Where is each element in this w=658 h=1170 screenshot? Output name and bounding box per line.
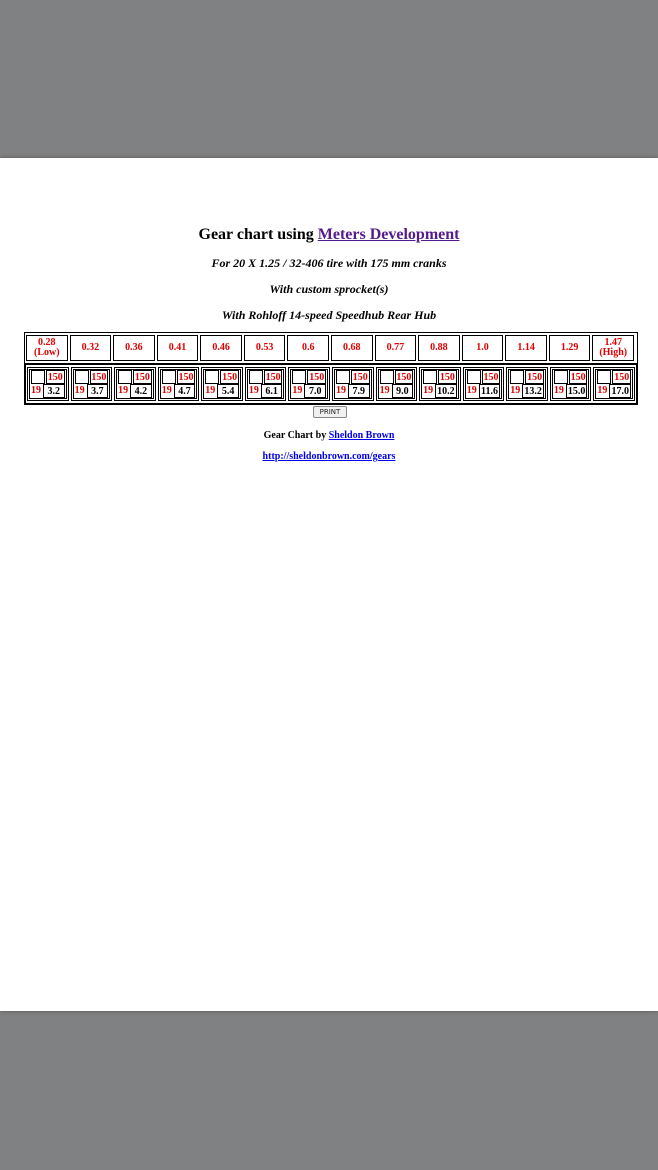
chainring-teeth: 150 bbox=[570, 372, 586, 383]
gears-url-link[interactable]: http://sheldonbrown.com/gears bbox=[262, 451, 396, 462]
gear-cell bbox=[71, 367, 113, 401]
ratio-value: 0.28 bbox=[38, 337, 56, 348]
ratio-header-cell bbox=[375, 335, 417, 361]
meters-value: 5.4 bbox=[217, 384, 239, 398]
ratio-value: 0.77 bbox=[386, 342, 405, 353]
hub-subtitle: With Rohloff 14-speed Speedhub Rear Hub bbox=[221, 308, 437, 322]
gear-cell bbox=[27, 367, 69, 401]
sprocket-teeth: 19 bbox=[205, 385, 216, 396]
chainring-teeth: 150 bbox=[483, 372, 499, 383]
sprocket-teeth: 19 bbox=[553, 385, 564, 396]
chainring-teeth: 150 bbox=[91, 372, 107, 383]
blank-box bbox=[162, 370, 176, 384]
gear-cell bbox=[114, 367, 156, 401]
sprocket-teeth: 19 bbox=[74, 385, 85, 396]
chainring-teeth: 150 bbox=[309, 372, 325, 383]
ratio-value: 1.14 bbox=[517, 342, 535, 353]
blank-box bbox=[380, 370, 394, 384]
meters-value: 3.2 bbox=[43, 384, 65, 398]
sprocket-teeth: 19 bbox=[248, 385, 259, 396]
meters-development-link[interactable]: Meters Development bbox=[317, 226, 460, 243]
chainring-teeth: 150 bbox=[439, 372, 455, 383]
gear-cell bbox=[376, 367, 418, 401]
ratio-note: (Low) bbox=[34, 347, 60, 358]
gear-cell bbox=[593, 367, 635, 401]
gear-cell bbox=[288, 367, 330, 401]
gear-cell bbox=[245, 367, 287, 401]
blank-box bbox=[205, 370, 219, 384]
chainring-teeth: 150 bbox=[352, 372, 368, 383]
ratio-value: 0.68 bbox=[343, 342, 361, 353]
ratio-header-cell bbox=[244, 335, 286, 361]
document-page bbox=[0, 158, 658, 1011]
chainring-teeth: 150 bbox=[265, 372, 281, 383]
chainring-teeth: 150 bbox=[396, 372, 412, 383]
blank-box bbox=[249, 370, 263, 384]
ratio-note: (High) bbox=[599, 347, 628, 358]
ratio-header-cell bbox=[113, 335, 155, 361]
print-button[interactable]: PRINT bbox=[313, 406, 347, 418]
meters-value: 4.2 bbox=[130, 384, 152, 398]
meters-value: 7.0 bbox=[304, 384, 326, 398]
chainring-teeth: 150 bbox=[614, 372, 630, 383]
sprocket-teeth: 19 bbox=[31, 385, 41, 396]
meters-value: 4.7 bbox=[174, 384, 196, 398]
sprocket-teeth: 19 bbox=[423, 385, 434, 396]
blank-box bbox=[118, 370, 132, 384]
tire-subtitle: For 20 X 1.25 / 32-406 tire with 175 mm cranks bbox=[211, 256, 447, 270]
sheldon-brown-link[interactable]: Sheldon Brown bbox=[328, 430, 395, 441]
sprocket-teeth: 19 bbox=[510, 385, 521, 396]
ratio-value: 0.6 bbox=[301, 342, 315, 353]
gear-cell bbox=[158, 367, 200, 401]
blank-box bbox=[336, 370, 350, 384]
ratio-header-cell bbox=[592, 335, 634, 361]
chainring-teeth: 150 bbox=[134, 372, 150, 383]
ratio-value: 0.88 bbox=[430, 342, 448, 353]
gear-cell bbox=[506, 367, 548, 401]
ratio-header-row bbox=[24, 332, 638, 364]
ratio-header-cell bbox=[157, 335, 199, 361]
credit-line bbox=[0, 430, 658, 441]
ratio-header-cell bbox=[331, 335, 373, 361]
ratio-value: 0.41 bbox=[168, 342, 187, 353]
ratio-value: 1.47 bbox=[604, 337, 622, 348]
blank-box bbox=[292, 370, 306, 384]
ratio-value: 1.0 bbox=[476, 342, 489, 353]
gear-cell bbox=[419, 367, 461, 401]
chainring-teeth: 150 bbox=[527, 372, 543, 383]
ratio-header-cell bbox=[26, 335, 68, 361]
gear-cell bbox=[332, 367, 374, 401]
blank-box bbox=[467, 370, 481, 384]
meters-value: 13.2 bbox=[522, 384, 544, 398]
sprocket-teeth: 19 bbox=[379, 385, 390, 396]
gears-url-line bbox=[0, 451, 658, 462]
meters-value: 10.2 bbox=[435, 384, 457, 398]
meters-value: 3.7 bbox=[87, 384, 109, 398]
meters-value: 7.9 bbox=[348, 384, 370, 398]
gear-row bbox=[24, 363, 638, 405]
blank-box bbox=[554, 370, 568, 384]
ratio-header-cell bbox=[287, 335, 329, 361]
ratio-value: 0.53 bbox=[255, 342, 274, 353]
meters-value: 15.0 bbox=[566, 384, 588, 398]
meters-value: 17.0 bbox=[609, 384, 631, 398]
chainring-teeth: 150 bbox=[222, 372, 238, 383]
sprocket-teeth: 19 bbox=[292, 385, 303, 396]
gear-cell bbox=[201, 367, 243, 401]
chainring-teeth: 150 bbox=[178, 372, 194, 383]
ratio-header-cell bbox=[549, 335, 591, 361]
blank-box bbox=[75, 370, 89, 384]
meters-value: 11.6 bbox=[479, 384, 501, 398]
blank-box bbox=[423, 370, 437, 384]
page-title bbox=[0, 226, 658, 244]
ratio-value: 0.36 bbox=[125, 342, 143, 353]
sprocket-teeth: 19 bbox=[336, 385, 346, 396]
sprocket-teeth: 19 bbox=[597, 385, 608, 396]
ratio-header-cell bbox=[418, 335, 460, 361]
sprocket-teeth: 19 bbox=[161, 385, 172, 396]
sprocket-subtitle: With custom sprocket(s) bbox=[269, 282, 389, 296]
meters-value: 9.0 bbox=[392, 384, 414, 398]
title-prefix: Gear chart using bbox=[198, 226, 318, 243]
sprocket-teeth: 19 bbox=[118, 385, 129, 396]
gear-cell bbox=[550, 367, 592, 401]
ratio-value: 0.32 bbox=[81, 342, 100, 353]
blank-box bbox=[31, 370, 45, 384]
meters-value: 6.1 bbox=[261, 384, 283, 398]
blank-box bbox=[510, 370, 524, 384]
chainring-teeth: 150 bbox=[47, 372, 63, 383]
credit-prefix: Gear Chart by bbox=[263, 430, 329, 441]
blank-box bbox=[597, 370, 611, 384]
ratio-value: 0.46 bbox=[212, 342, 230, 353]
ratio-value: 1.29 bbox=[560, 342, 579, 353]
ratio-header-cell bbox=[200, 335, 242, 361]
ratio-header-cell bbox=[70, 335, 112, 361]
ratio-header-cell bbox=[462, 335, 504, 361]
gear-cell bbox=[463, 367, 505, 401]
ratio-header-cell bbox=[505, 335, 547, 361]
sprocket-teeth: 19 bbox=[466, 385, 477, 396]
